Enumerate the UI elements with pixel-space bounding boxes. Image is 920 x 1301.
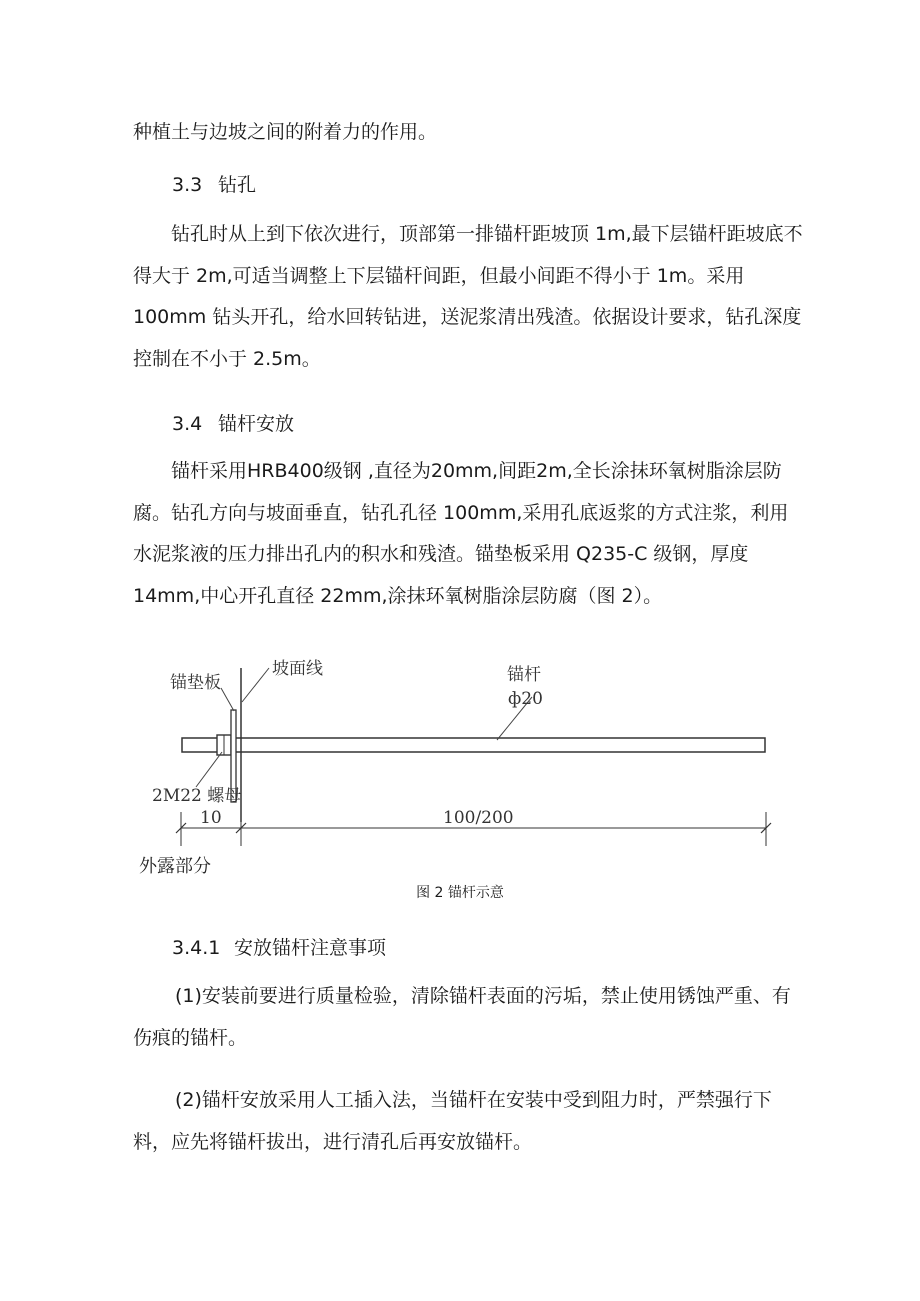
label-exposed-part: 外露部分: [139, 856, 211, 877]
section-title: 锚杆安放: [218, 413, 295, 435]
leader-plate: [221, 688, 234, 711]
label-nut: 2M22 螺母: [152, 786, 242, 806]
paragraph-anchor-placement: 锚杆采用HRB400级钢 ,直径为20mm,间距2m,全长涂抹环氧树脂涂层防腐。钻孔方向与坡面垂直，钻孔孔径 100mm,采用孔底返浆的方式注浆，利用水泥浆液的压力排出孔内的积水和残渣。锚垫板采用 Q235-C 级钢，厚度 14mm,中心开孔直径 22mm,涂抹环氧树脂涂层防腐（图 2）。: [133, 460, 789, 607]
label-anchor-plate: 锚垫板: [170, 673, 221, 693]
dimension-length-value: 100/200: [443, 808, 514, 828]
anchor-rod: [182, 738, 765, 752]
section-number: 3.4: [172, 413, 203, 435]
section-title: 安放锚杆注意事项: [234, 937, 387, 959]
paragraph-drilling: 钻孔时从上到下依次进行，顶部第一排锚杆距坡顶 1m,最下层锚杆距坡底不得大于 2m,可适当调整上下层锚杆间距，但最小间距不得小于 1m。采用 100mm 钻头开孔，给水回转钻进，送泥浆清出残渣。依据设计要求，钻孔深度控制在不小于 2.5m。: [133, 223, 803, 370]
section-number: 3.4.1: [172, 937, 221, 959]
label-anchor-bolt: 锚杆: [507, 665, 541, 685]
label-diameter: ф20: [508, 689, 543, 709]
label-slope-line: 坡面线: [272, 659, 323, 679]
section-title: 钻孔: [218, 174, 257, 196]
leader-nut: [196, 752, 222, 787]
paragraph-continuation: 种植土与边坡之间的附着力的作用。: [133, 121, 438, 143]
leader-slope: [242, 668, 269, 702]
figure-caption: 图 2 锚杆示意: [416, 885, 504, 901]
paragraph-note-2: (2)锚杆安放采用人工插入法，当锚杆在安装中受到阻力时，严禁强行下料，应先将锚杆拔出，进行清孔后再安放锚杆。: [133, 1089, 772, 1153]
paragraph-note-1: (1)安装前要进行质量检验，清除锚杆表面的污垢，禁止使用锈蚀严重、有伤痕的锚杆。: [133, 985, 791, 1049]
section-number: 3.3: [172, 174, 203, 196]
section-heading-3-4-1: [172, 936, 386, 960]
dimension-exposed-value: 10: [200, 808, 222, 828]
